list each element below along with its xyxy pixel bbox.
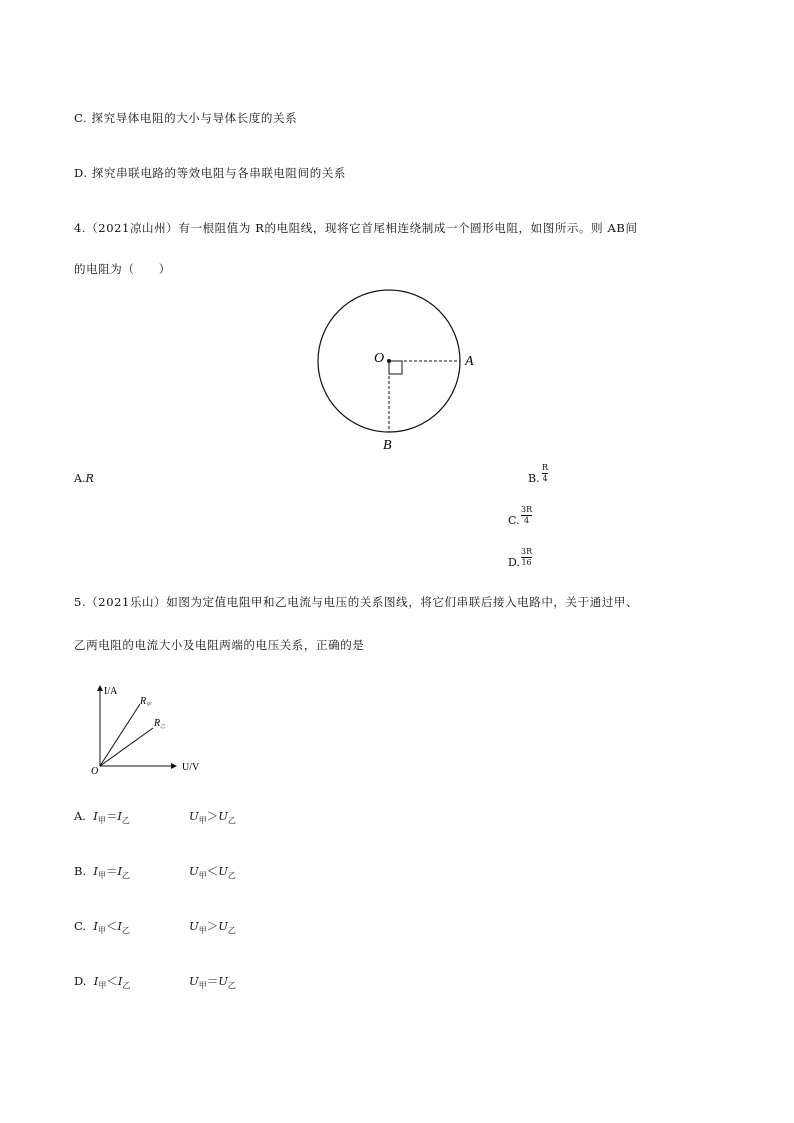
center-dot bbox=[387, 359, 391, 363]
sub-yi: 乙 bbox=[121, 816, 130, 825]
q4-option-a-value: R bbox=[85, 472, 94, 485]
label-r-jia bbox=[139, 696, 152, 708]
sub-jia: 甲 bbox=[97, 816, 106, 825]
var-i: I bbox=[93, 809, 98, 823]
q4-option-a[interactable] bbox=[74, 472, 94, 485]
var-i: I bbox=[117, 974, 123, 988]
var-u: U bbox=[218, 864, 228, 878]
sub-jia: 甲 bbox=[198, 871, 207, 880]
q4-option-d-den: 16 bbox=[521, 558, 532, 567]
var-u: U bbox=[189, 919, 199, 933]
q4-option-a-letter: A. bbox=[74, 472, 86, 485]
q4-option-b-num: R bbox=[542, 463, 549, 472]
line-r-jia bbox=[100, 704, 140, 766]
q5-option-a-letter: A. bbox=[74, 809, 86, 823]
q4-stem-line1: 4.（2021凉山州）有一根阻值为 R的电阻线，现将它首尾相连绕制成一个圆形电阻，如图所示。则 AB间 bbox=[74, 221, 638, 235]
q5-option-d-letter: D. bbox=[74, 974, 87, 988]
var-i: I bbox=[93, 919, 98, 933]
label-r-jia-sub: 甲 bbox=[146, 703, 152, 708]
q4-circle-figure bbox=[300, 285, 500, 460]
sub-jia: 甲 bbox=[98, 981, 107, 990]
q5-option-b[interactable] bbox=[74, 863, 236, 880]
y-axis-label: I/A bbox=[104, 686, 118, 697]
q5-option-c-u-rel: ＞ bbox=[206, 919, 219, 933]
q5-option-d[interactable] bbox=[74, 973, 236, 990]
sub-yi: 乙 bbox=[121, 926, 130, 935]
var-i: I bbox=[93, 864, 98, 878]
option-d-prev: D. 探究串联电路的等效电阻与各串联电阻间的关系 bbox=[74, 166, 347, 180]
origin-label: O bbox=[91, 766, 99, 777]
q5-stem-line1: 5.（2021乐山）如图为定值电阻甲和乙电流与电压的关系图线，将它们串联后接入电路中，关于通过甲、 bbox=[74, 595, 639, 609]
line-r-yi bbox=[100, 728, 153, 766]
sub-yi: 乙 bbox=[122, 871, 131, 880]
q5-option-b-letter: B. bbox=[74, 864, 87, 878]
var-u: U bbox=[189, 864, 199, 878]
sub-jia: 甲 bbox=[198, 981, 207, 990]
sub-jia: 甲 bbox=[198, 816, 207, 825]
q5-option-a-u-rel: ＞ bbox=[206, 809, 219, 823]
label-o: O bbox=[374, 351, 385, 366]
var-i: I bbox=[117, 919, 122, 933]
sub-yi: 乙 bbox=[227, 816, 236, 825]
q5-option-b-i-rel: ＝ bbox=[105, 864, 118, 878]
q5-option-c-letter: C. bbox=[74, 919, 87, 933]
q5-option-a[interactable] bbox=[74, 808, 236, 825]
q4-option-c-fraction bbox=[521, 506, 532, 525]
sub-jia: 甲 bbox=[97, 926, 106, 935]
sub-jia: 甲 bbox=[198, 926, 207, 935]
sub-yi: 乙 bbox=[227, 926, 236, 935]
q4-option-b-letter: B. bbox=[528, 472, 540, 485]
sub-yi: 乙 bbox=[227, 981, 236, 990]
q4-option-b-fraction bbox=[542, 464, 548, 483]
label-a: A bbox=[465, 354, 474, 369]
label-r-yi-r: R bbox=[154, 718, 161, 729]
q4-option-c-letter: C. bbox=[508, 514, 520, 527]
q5-option-c-i-rel: ＜ bbox=[105, 919, 118, 933]
q4-option-d[interactable] bbox=[508, 556, 520, 569]
q4-option-c-num: 3R bbox=[521, 505, 533, 514]
var-i: I bbox=[93, 974, 99, 988]
q5-iu-graph bbox=[88, 678, 218, 778]
q5-option-c[interactable] bbox=[74, 918, 236, 935]
q4-option-c[interactable] bbox=[508, 514, 520, 527]
q4-stem-line2: 的电阻为（ ） bbox=[74, 262, 171, 276]
sub-jia: 甲 bbox=[97, 871, 106, 880]
var-u: U bbox=[189, 974, 199, 988]
right-angle-mark bbox=[389, 361, 402, 374]
x-axis-label: U/V bbox=[182, 762, 200, 773]
q4-option-d-fraction bbox=[521, 548, 532, 567]
q5-stem-line2: 乙两电阻的电流大小及电阻两端的电压关系，正确的是 bbox=[74, 638, 365, 652]
var-u: U bbox=[218, 919, 228, 933]
label-b: B bbox=[383, 438, 392, 453]
q4-option-c-den: 4 bbox=[524, 516, 530, 525]
sub-yi: 乙 bbox=[122, 981, 131, 990]
label-r-yi bbox=[153, 718, 165, 730]
var-i: I bbox=[117, 864, 123, 878]
q5-option-b-u-rel: ＜ bbox=[206, 864, 219, 878]
q4-option-d-letter: D. bbox=[508, 556, 520, 569]
option-c-prev: C. 探究导体电阻的大小与导体长度的关系 bbox=[74, 111, 298, 125]
q4-option-b[interactable] bbox=[528, 472, 540, 485]
label-r-jia-r: R bbox=[140, 696, 147, 707]
var-i: I bbox=[117, 809, 122, 823]
var-u: U bbox=[218, 974, 228, 988]
label-r-yi-sub: 乙 bbox=[160, 725, 166, 730]
q5-option-a-i-rel: ＝ bbox=[105, 809, 118, 823]
sub-yi: 乙 bbox=[227, 871, 236, 880]
q5-option-d-u-rel: ＝ bbox=[206, 974, 219, 988]
var-u: U bbox=[189, 809, 199, 823]
q4-option-d-num: 3R bbox=[521, 547, 533, 556]
var-u: U bbox=[218, 809, 228, 823]
q5-option-d-i-rel: ＜ bbox=[106, 974, 118, 988]
q4-option-b-den: 4 bbox=[542, 474, 548, 483]
